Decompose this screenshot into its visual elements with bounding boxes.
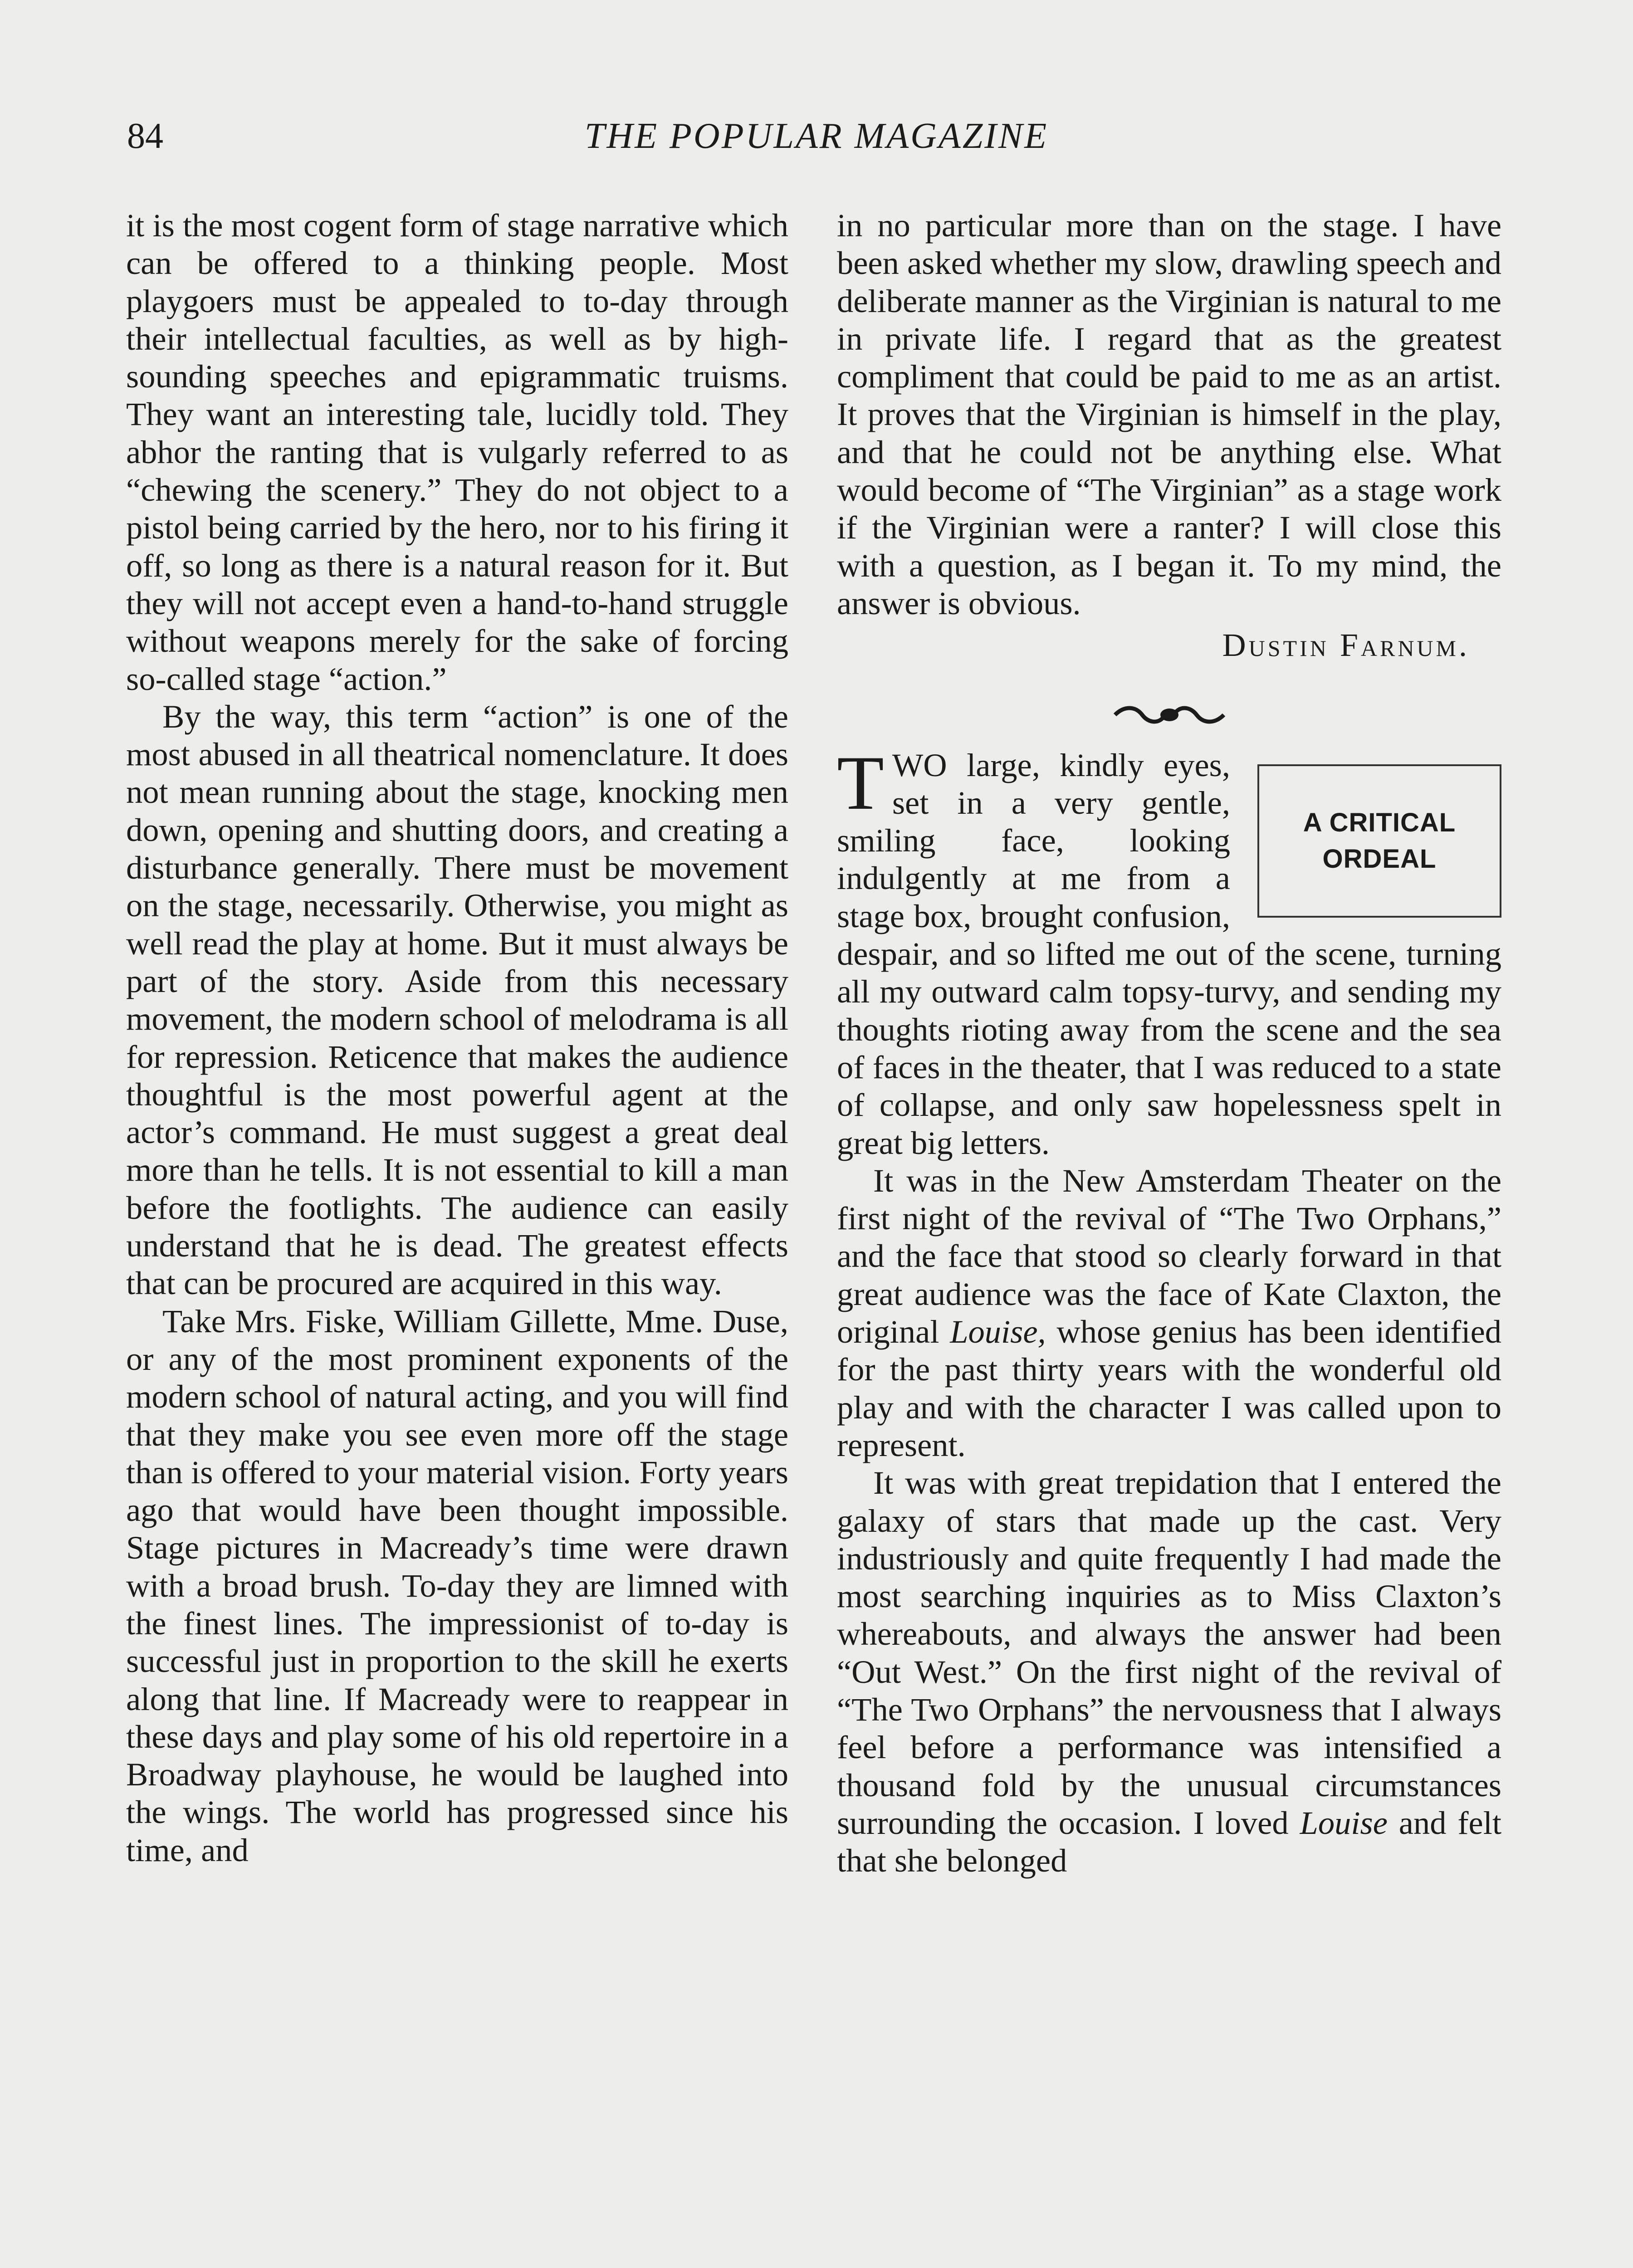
page-header: [127, 116, 1506, 161]
paragraph-text: and felt that she belonged: [837, 1804, 1501, 1879]
paragraph: it is the most cogent form of stage narrative which can be offered to a thinking people. Most playgoers must be appealed to to-day through their intellectual faculties, as well as by high-sounding speeches and epigrammatic truisms. They want an interesting tale, lucidly told. They abhor the ranting that is vulgarly referred to as “chewing the scenery.” They do not object to a pistol being carried by the hero, nor to his firing it off, so long as there is a natural reason for it. But they will not accept even a hand-to-hand struggle without weapons merely for the sake of forcing so-called stage “action.”: [126, 207, 788, 697]
paragraph: [837, 1464, 1501, 1879]
paragraph: Take Mrs. Fiske, William Gillette, Mme. Duse, or any of the most prominent exponents of the modern school of natural acting, and you will find that they make you see even more off the stage than is offered to your material vision. Forty years ago that would have been thought impossible. Stage pictures in Macready’s time were drawn with a broad brush. To-day they are limned with the finest lines. The impressionist of to-day is successful just in proportion to the skill he exerts along that line. If Macready were to reappear in these days and play some of his old repertoire in a Broadway playhouse, he would be laughed into the wings. The world has progressed since his time, and: [126, 1302, 788, 1868]
sidebar-box: [1257, 764, 1501, 918]
ornament-divider-icon: [837, 696, 1501, 719]
paragraph-text: whose genius has been identified for the past thirty years with the wonderful old play and with the character I was called upon to represent.: [837, 1313, 1501, 1463]
drop-cap: T: [837, 740, 884, 826]
right-column: [837, 206, 1501, 1879]
paragraph-text: It was in the New Amsterdam Theater on the first night of the revival of “The Two Orphans,” and the face that stood so clearly forward in that great audience was the face of Kate Claxton, the original: [837, 1162, 1501, 1350]
author-signature: Dustin Farnum.: [1222, 627, 1470, 664]
sidebar-title-line2: ORDEAL: [1322, 844, 1437, 874]
paragraph-text: It was with great trepidation that I entered the galaxy of stars that made up the cast. Very industriously and quite frequently I had made the most searching inquiries as to Miss Claxton’s whereabouts, and always the answer had been “Out West.” On the first night of the revival of “The Two Orphans” the nervousness that I always feel before a performance was intensified a thousand fold by the unusual circumstances surrounding the occasion. I loved: [837, 1464, 1501, 1841]
italic-name: Louise,: [950, 1313, 1046, 1350]
running-title: THE POPULAR MAGAZINE: [584, 116, 1049, 156]
page-number: 84: [127, 116, 163, 156]
paragraph: By the way, this term “action” is one of the most abused in all theatrical nomenclature. It does not mean running about the stage, knocking men down, opening and shutting doors, and creating a disturbance generally. There must be movement on the stage, necessarily. Otherwise, you might as well read the play at home. But it must always be part of the story. Aside from this necessary movement, the modern school of melodrama is all for repression. Reticence that makes the audience thoughtful is the most powerful agent at the actor’s command. He must suggest a great deal more than he tells. It is not essential to kill a man before the footlights. The audience can easily understand that he is dead. The greatest effects that can be procured are acquired in this way.: [126, 698, 788, 1302]
italic-name: Louise: [1300, 1804, 1388, 1841]
paragraph: [837, 1162, 1501, 1464]
paragraph: in no particular more than on the stage. I have been asked whether my slow, drawling speech and deliberate manner as the Virginian is natural to me in private life. I regard that as the greatest compliment that could be paid to me as an artist. It proves that the Virginian is himself in the play, and that he could not be anything else. What would become of “The Virginian” as a stage work if the Virginian were a ranter? I will close this with a question, as I began it. To my mind, the answer is obvious.: [837, 207, 1501, 621]
paragraph-text: WO large, kindly eyes, set in a very gentle, smiling face, looking indulgently at me from a stage box, brought confusion, despair, and so lifted me out of the scene, turning all my outward calm topsy-turvy, and sending my thoughts rioting away from the scene and the sea of faces in the theater, that I was reduced to a state of collapse, and only saw hopelessness spelt in great big letters.: [837, 746, 1501, 1161]
left-column: [126, 206, 788, 1869]
article-opening-paragraph: [837, 740, 1501, 1162]
sidebar-title-line1: A CRITICAL: [1303, 807, 1456, 837]
